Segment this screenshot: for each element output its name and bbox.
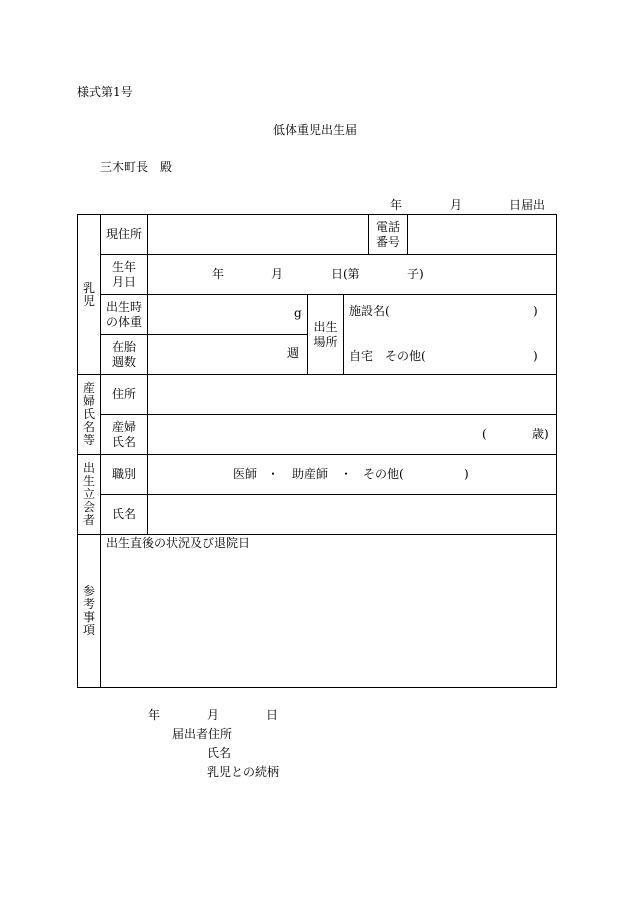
occupation-separator: ・ xyxy=(267,467,280,481)
facility-name-close: ) xyxy=(533,304,538,318)
footer-month-mark: 月 xyxy=(207,708,220,722)
birth-day-order-open: 日(第 xyxy=(331,267,360,281)
occupation-label: 職別 xyxy=(111,467,136,481)
remarks-prompt: 出生直後の状況及び退院日 xyxy=(106,536,251,550)
addressee: 三木町長 殿 xyxy=(100,160,173,174)
remarks-value xyxy=(101,535,556,687)
birth-year-mark: 年 xyxy=(212,267,225,281)
birth-date-label: 生年 月日 xyxy=(111,259,136,289)
attendant-name-label: 氏名 xyxy=(111,507,136,521)
mother-section-label: 産婦氏名等 xyxy=(82,381,95,447)
birth-date-value xyxy=(148,255,556,294)
birthplace-label: 出生 場所 xyxy=(313,319,338,349)
relation-label: 乳児との続柄 xyxy=(207,765,280,779)
occupation-option-midwife: 助産師 xyxy=(292,467,329,481)
remarks-section-label: 参考事項 xyxy=(82,584,95,637)
infant-section-label: 乳児 xyxy=(82,280,95,308)
mother-age-close: 歳) xyxy=(532,427,549,441)
form-title: 低体重児出生届 xyxy=(272,123,357,137)
infant-address-label: 現住所 xyxy=(105,227,142,241)
mother-address-value xyxy=(148,375,556,414)
birth-weight-value xyxy=(148,295,307,334)
facility-name-label: 施設名( xyxy=(349,304,390,318)
occupation-option-doctor: 医師 xyxy=(233,467,258,481)
footer-year-mark: 年 xyxy=(148,708,161,722)
mother-name-value xyxy=(148,415,556,454)
birth-weight-label: 出生時 の体重 xyxy=(105,299,142,329)
notifier-name-label: 氏名 xyxy=(207,746,232,760)
submission-year-mark: 年 xyxy=(390,198,403,212)
attendant-name-value xyxy=(148,495,556,534)
home-other-label: 自宅 その他( xyxy=(349,349,426,363)
form-number: 様式第1号 xyxy=(77,85,133,99)
submission-month-mark: 月 xyxy=(450,198,463,212)
mother-age-open: ( xyxy=(482,427,487,441)
mother-address-label: 住所 xyxy=(111,387,136,401)
birthplace-value xyxy=(344,295,556,374)
phone-value xyxy=(408,215,556,254)
home-other-close: ) xyxy=(533,349,538,363)
mother-name-label: 産婦 氏名 xyxy=(111,419,136,449)
occupation-value xyxy=(148,455,556,494)
attendant-section-label: 出生立会者 xyxy=(82,461,95,527)
infant-address-value xyxy=(148,215,368,254)
gestation-label: 在胎 週数 xyxy=(111,339,136,369)
occupation-separator: ・ xyxy=(340,467,353,481)
phone-label: 電話 番号 xyxy=(375,219,400,249)
birth-month-mark: 月 xyxy=(271,267,284,281)
occupation-option-other: その他( xyxy=(363,467,404,481)
footer-day-mark: 日 xyxy=(266,708,279,722)
gestation-value xyxy=(148,335,307,374)
birth-weight-unit: g xyxy=(294,306,302,320)
occupation-other-close: ) xyxy=(464,467,469,481)
submission-day-mark: 日届出 xyxy=(509,198,546,212)
gestation-unit: 週 xyxy=(287,346,300,360)
notifier-address-label: 届出者住所 xyxy=(172,727,233,741)
birth-order-close: 子) xyxy=(407,267,424,281)
